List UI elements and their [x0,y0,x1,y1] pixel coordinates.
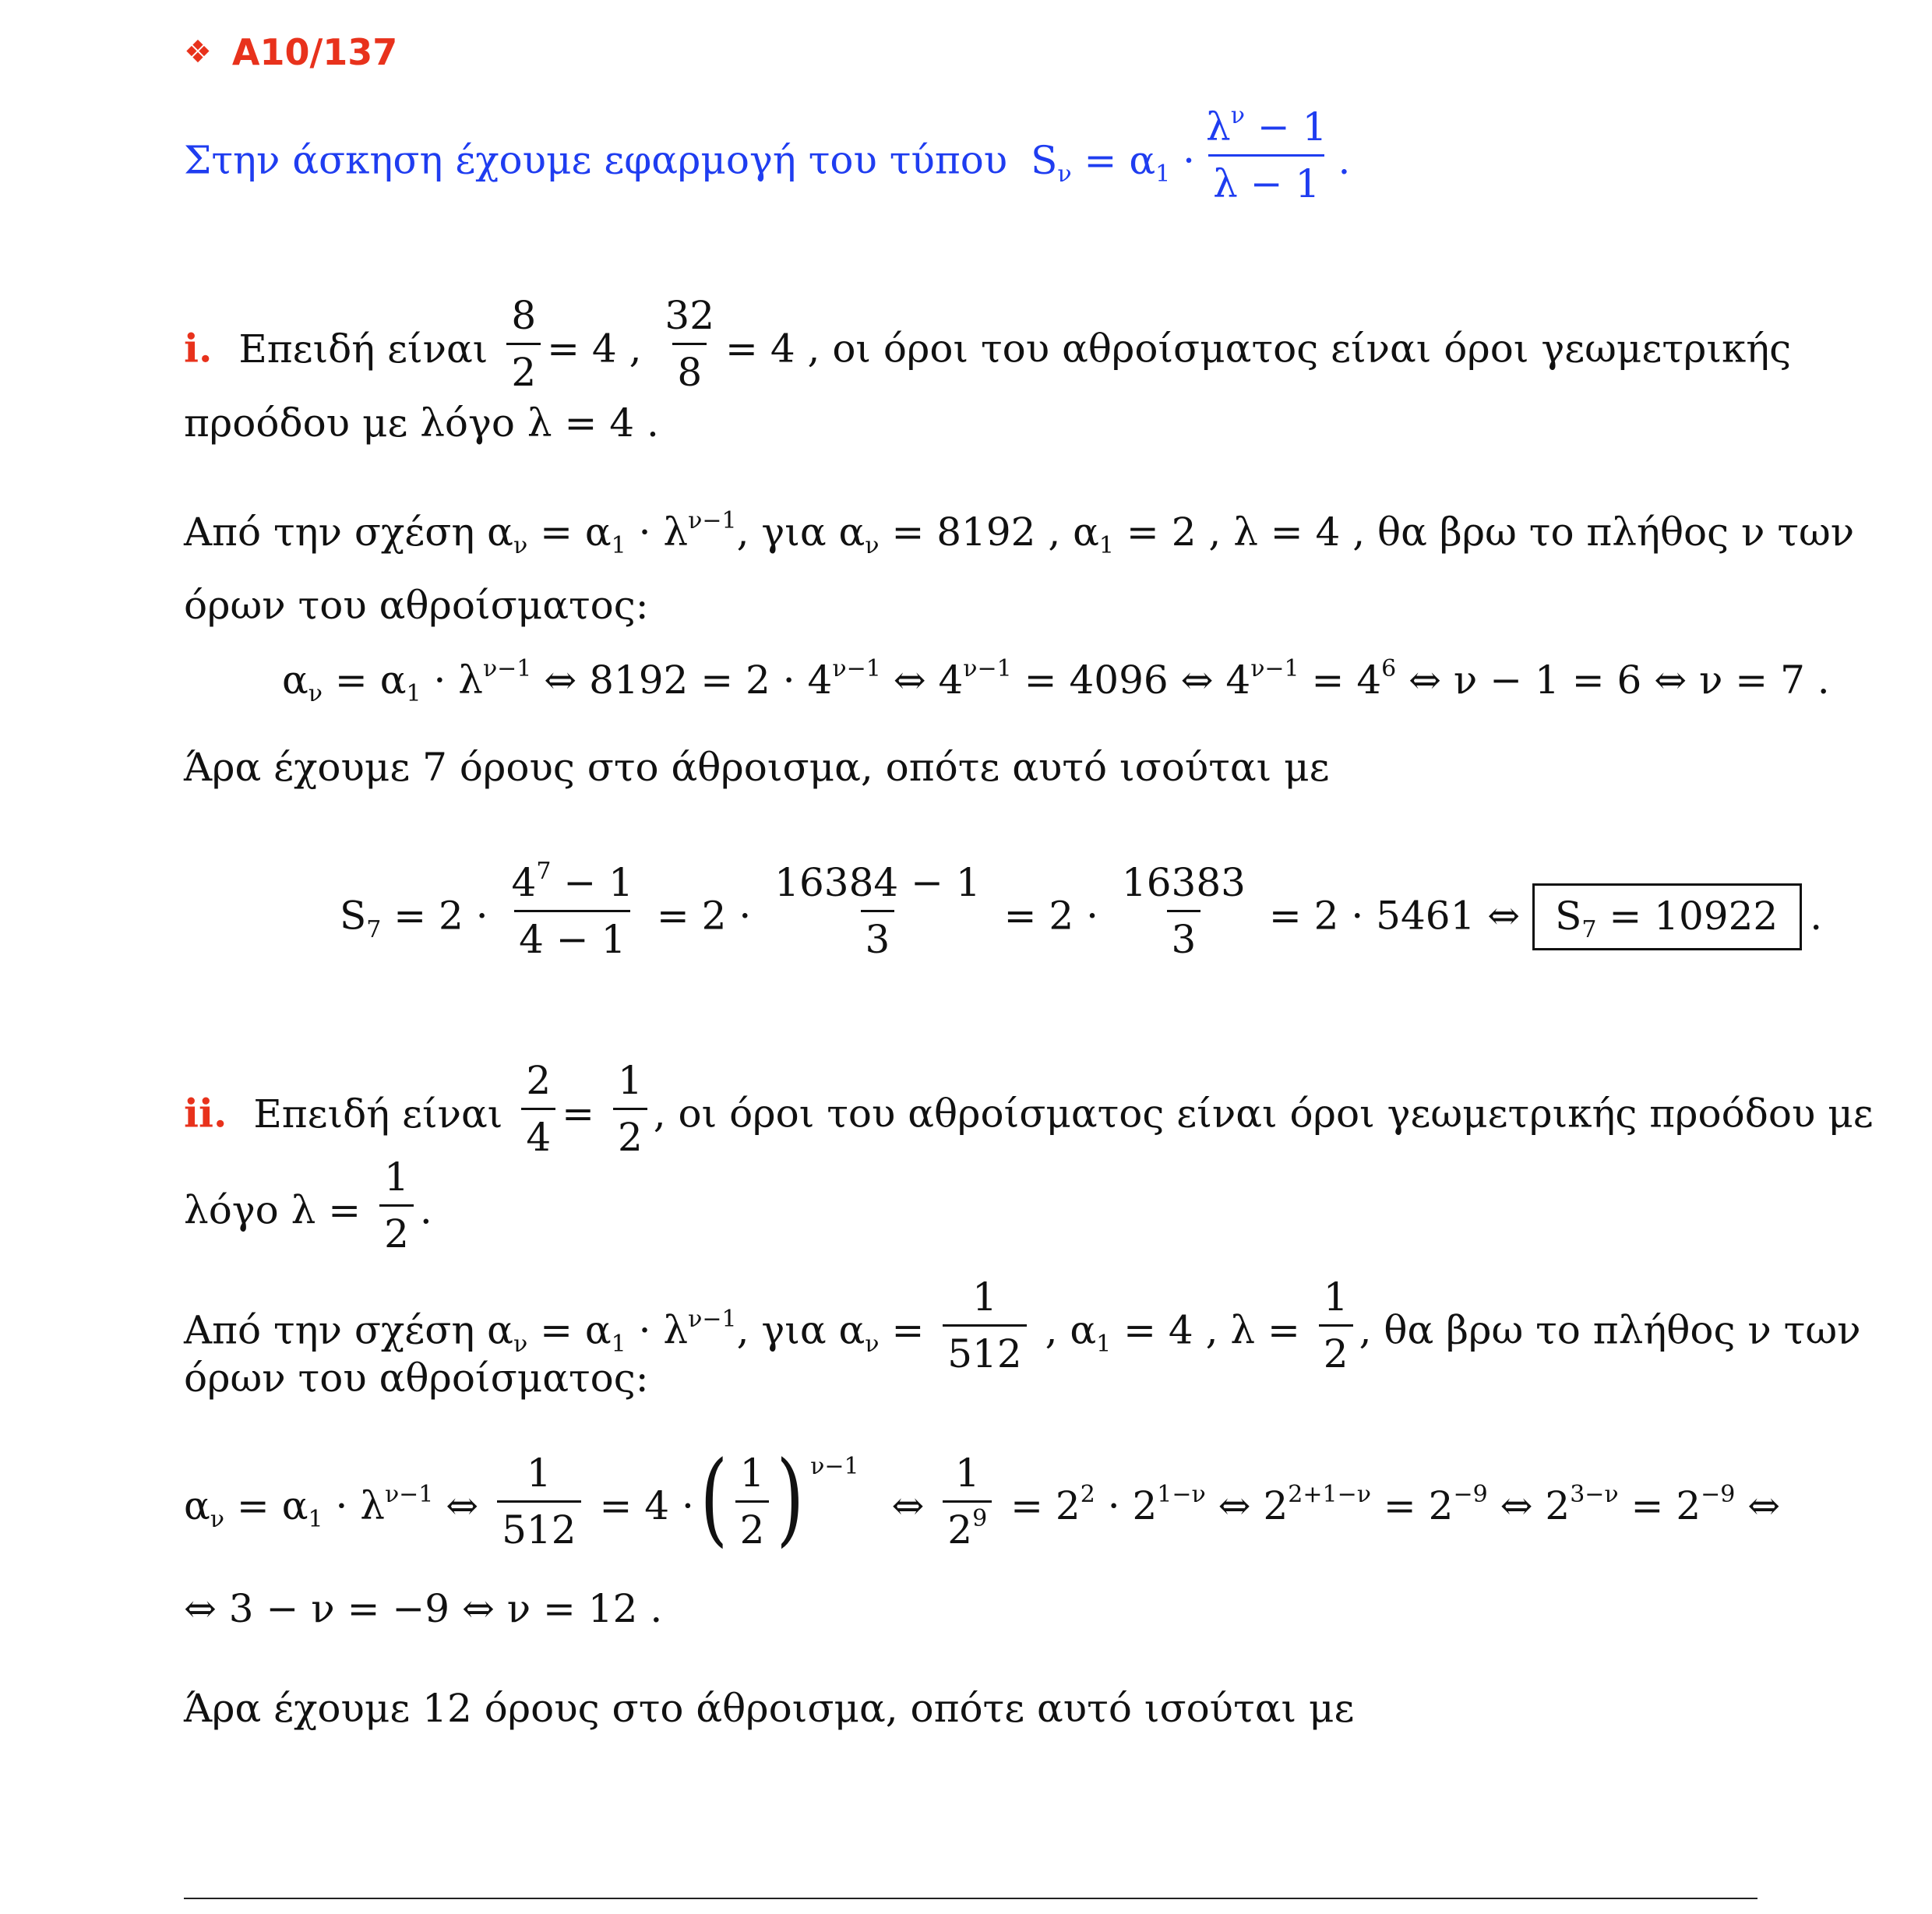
diamond-bullet-icon: ❖ [184,34,212,70]
part1-line2: προόδου με λόγο λ = 4 . [184,400,659,446]
part2-equation: $\alpha_\nu = \alpha_1 \cdot \lambda^{\nu-1}$ ⇔ $\frac{1}{512}$ = 4 ·( $\frac{1}{2}$ ) $^{\nu-1}$ ⇔ $\frac{1}{2^9}$ = $2^2 \cdot 2^{1-\nu}$ ⇔ $2^{2+1-\nu} = 2^{-9}$ ⇔ $2^{3-\nu} = 2^{-9}$ ⇔ [184,1439,1781,1557]
fraction-ratio-half: $\frac{1}{2}$ [379,1158,414,1253]
part1-relation-line: Από την σχέση $\alpha_\nu = \alpha_1 \cdot \lambda^{\nu-1}$, για $\alpha_\nu = 8192$ , $\alpha_1 = 2$ , λ = 4 , θα βρω το πλήθος ν των [184,507,1855,559]
boxed-result-s7: $S_7 = 10922$ [1532,883,1802,950]
fraction-lambda-half: $\frac{1}{2}$ [1319,1278,1353,1373]
right-paren: ) [776,1439,805,1557]
part1-relation-line2: όρων του αθροίσματος: [184,583,649,628]
part2-relation-line2: όρων του αθροίσματος: [184,1355,649,1401]
part2-continuation: ⇔ 3 − ν = −9 ⇔ ν = 12 . [184,1586,663,1631]
intro-formula: $S_\nu = \alpha_1$ · $\frac{\lambda^\nu - 1}{\lambda - 1}$ . [1031,102,1351,206]
fraction-8-2: $\frac{8}{2}$ [506,296,541,392]
fraction-16383: $\frac{16383}{3}$ [1121,860,1246,962]
part2-text-b: , οι όροι του αθροίσματος είναι όροι γεωμετρικής προόδου με [653,1091,1874,1137]
fraction-1-2: $\frac{1}{2}$ [613,1061,647,1157]
fraction-32-8: $\frac{32}{8}$ [665,293,715,395]
part2-line2: λόγο λ = $\frac{1}{2}$ . [184,1154,432,1257]
fraction-4pow7: $\frac{4^7 - 1}{4 - 1}$ [511,858,633,962]
part1-line1 [184,293,1792,400]
section-header [184,31,398,73]
part1-equation: $\alpha_\nu = \alpha_1 \cdot \lambda^{\nu-1}$ ⇔ $8192 = 2 \cdot 4^{\nu-1}$ ⇔ $4^{\nu-1} = 4096$ ⇔ $4^{\nu-1} = 4^6$ ⇔ ν − 1 = 6 ⇔ ν = 7 . [282,655,1830,707]
part1-text-b: = 4 , [547,326,642,372]
exercise-title: A10/137 [231,31,398,73]
intro-line [184,102,1351,211]
fraction-eq-1-512: $\frac{1}{512}$ [497,1454,580,1549]
intro-text: Στην άσκηση έχουμε εφαρμογή του τύπου [184,137,1008,183]
fraction-1-512: $\frac{1}{512}$ [943,1278,1026,1373]
part1-label: i. [184,325,213,372]
part2-label: ii. [184,1090,227,1137]
part1-sum-equation: $S_7 = 2$ · $\frac{4^7 - 1}{4 - 1}$ = 2 · $\frac{16384 - 1}{3}$ = 2 · $\frac{16383}{3}$ = 2 · 5461 ⇔ $S_7 = 10922$ . [340,858,1823,962]
part2-relation-line: Από την σχέση $\alpha_\nu = \alpha_1 \cdot \lambda^{\nu-1}$, για $\alpha_\nu$ = $\frac{1}{512}$ , $\alpha_1 = 4$ , λ = $\frac{1}{2}$ , θα βρω το πλήθος ν των [184,1274,1861,1376]
fraction-2-4: $\frac{2}{4}$ [521,1061,555,1157]
fraction-1-2pow9: $\frac{1}{2^9}$ [943,1454,992,1549]
fraction-16384: $\frac{16384 - 1}{3}$ [774,860,981,962]
part1-result-line: Άρα έχουμε 7 όρους στο άθροισμα, οπότε αυτό ισούται με [184,745,1330,790]
part2-text-a: Επειδή είναι [253,1091,503,1137]
sum-formula-fraction: $\frac{\lambda^\nu - 1}{\lambda - 1}$ [1206,102,1327,206]
left-paren: ( [700,1439,728,1557]
part2-result-line: Άρα έχουμε 12 όρους στο άθροισμα, οπότε αυτό ισούται με [184,1686,1355,1731]
fraction-paren-half: $\frac{1}{2}$ [735,1454,770,1549]
part2-line1: ii. Επειδή είναι $\frac{2}{4}$ = $\frac{1}{2}$ , οι όροι του αθροίσματος είναι όροι γεωμετρικής προόδου με [184,1058,1874,1160]
part1-text-a: Επειδή είναι [238,326,488,372]
part1-text-c: = 4 , οι όροι του αθροίσματος είναι όροι γεωμετρικής [725,326,1792,372]
footer-divider [184,1898,1757,1899]
